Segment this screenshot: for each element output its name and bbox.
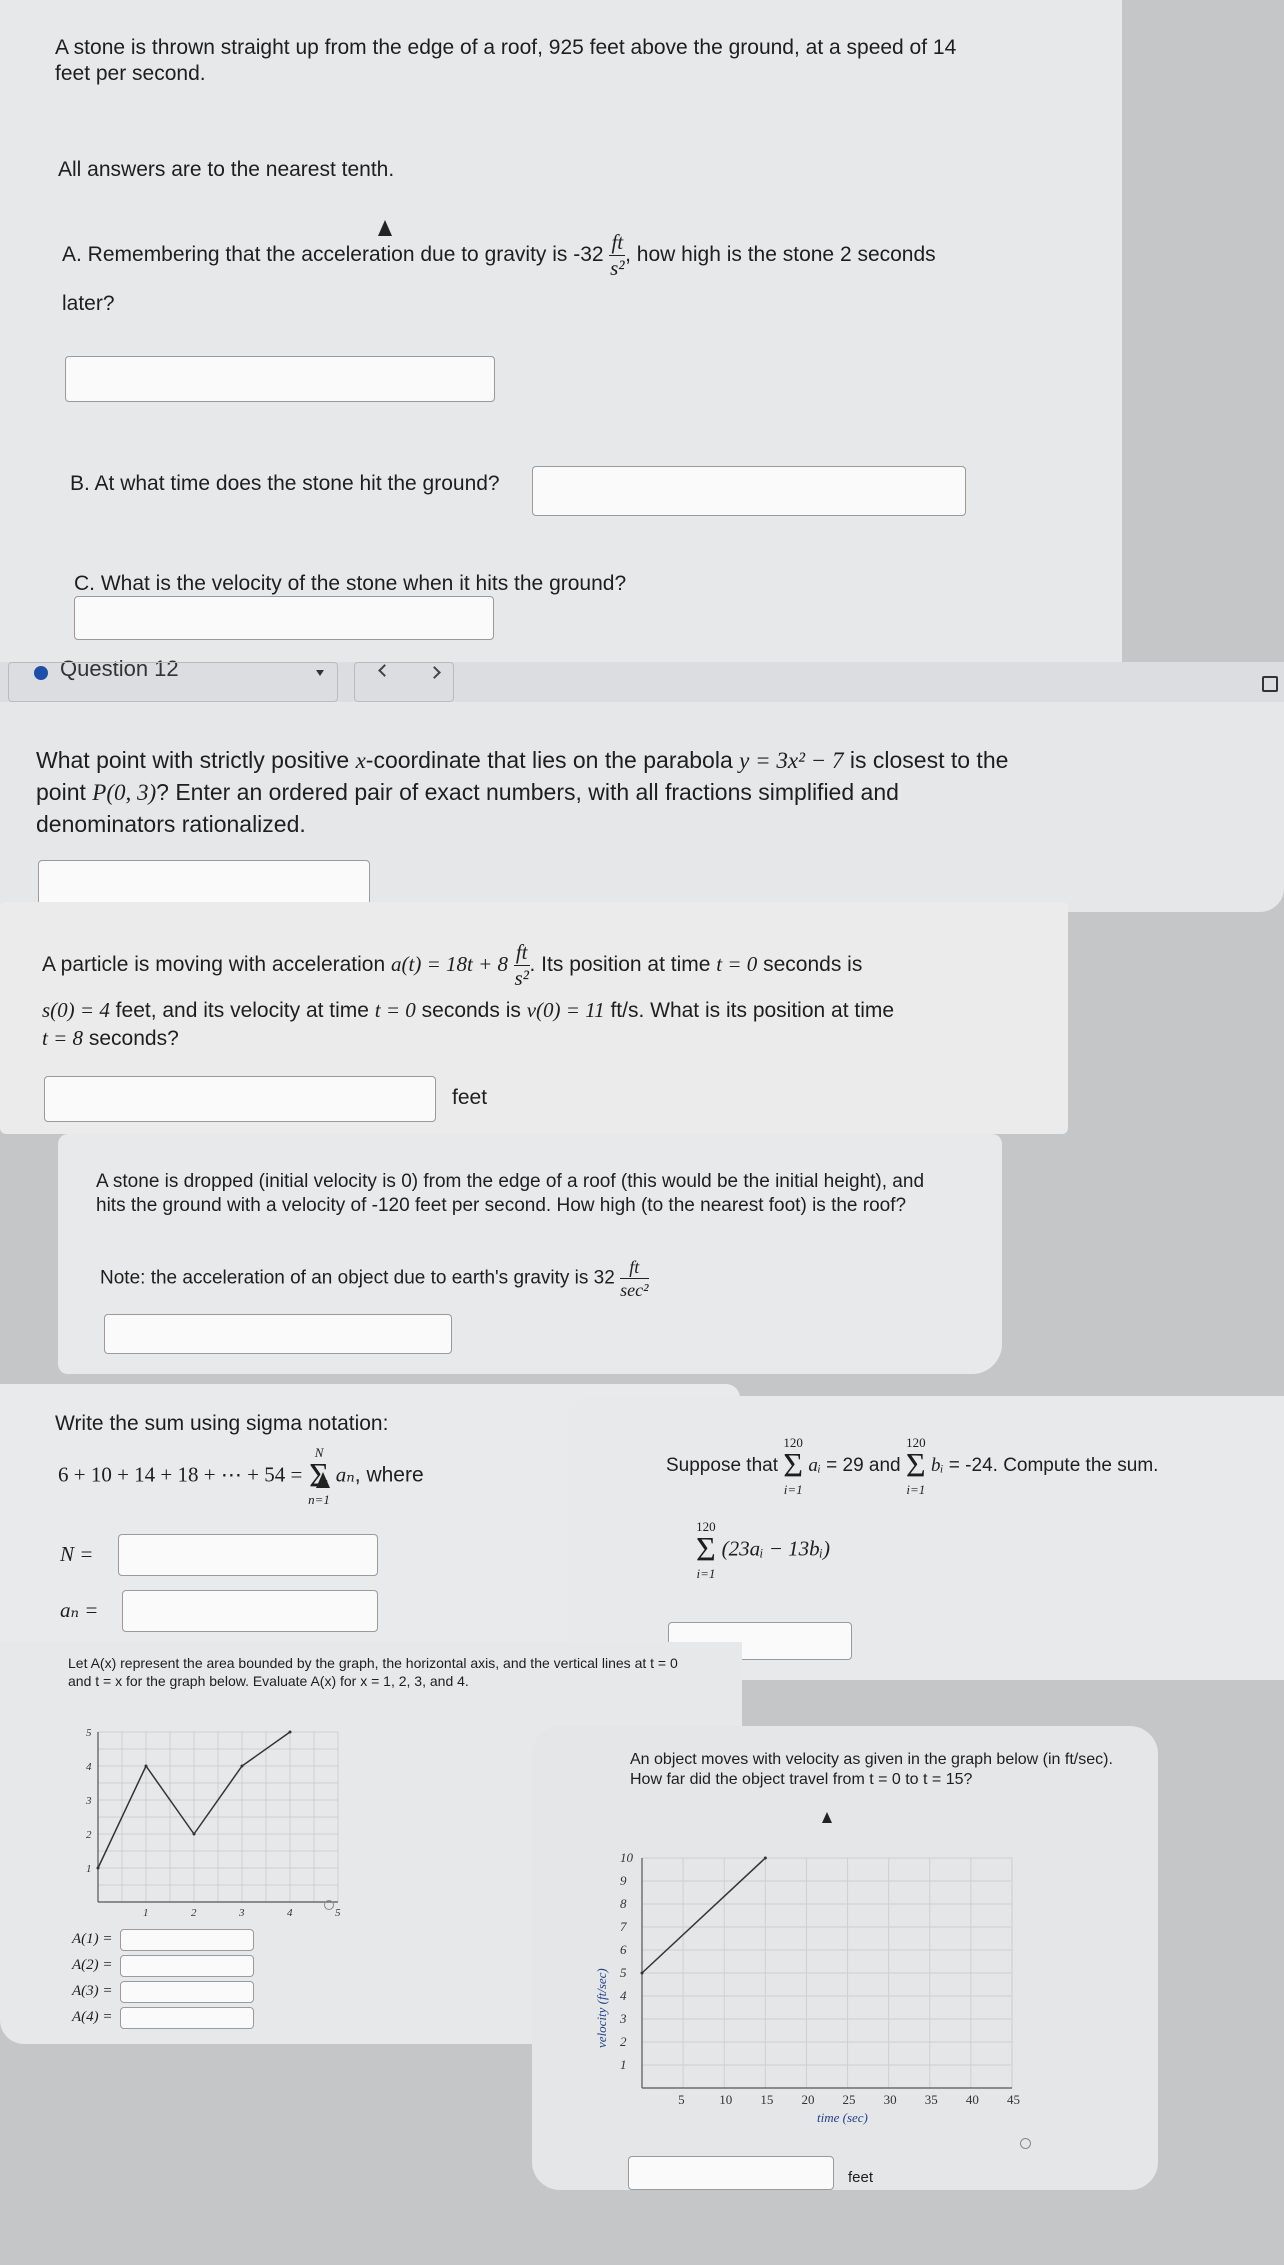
- x-tick-label: 2: [191, 1907, 197, 1919]
- q1-intro-line2: feet per second.: [55, 62, 206, 85]
- q4-note-text: Note: the acceleration of an object due to earth's gravity is 32: [100, 1267, 615, 1289]
- q3-v0-eq: v(0) = 11: [526, 998, 605, 1022]
- q8-line1: An object moves with velocity as given in the graph below (in ft/sec).: [630, 1751, 1113, 1768]
- answer-input-distance[interactable]: [628, 2156, 834, 2190]
- data-point: [145, 1765, 148, 1768]
- q5-series: [58, 1446, 424, 1506]
- q2-line1-pre: What point with strictly positive: [36, 747, 356, 773]
- q2-line1-post: is closest to the: [843, 747, 1009, 773]
- q8-line2: How far did the object travel from t = 0 to t = 15?: [630, 1771, 973, 1788]
- y-tick-label: 4: [86, 1761, 92, 1773]
- answer-input-position[interactable]: [44, 1076, 436, 1122]
- answer-input-roof-height[interactable]: [104, 1314, 452, 1354]
- q5-term: aₙ: [335, 1462, 355, 1487]
- answer-input-c[interactable]: [74, 596, 494, 640]
- chevron-down-icon: [316, 670, 324, 676]
- q1-a-units-num: ft: [611, 230, 624, 254]
- x-tick-label: 35: [924, 2092, 938, 2107]
- data-point: [193, 1833, 196, 1836]
- q6-statement: [666, 1436, 1158, 1496]
- q3-units-num: ft: [515, 940, 528, 964]
- y-tick-label: 5: [86, 1727, 92, 1739]
- q3-l1-pre: A particle is moving with acceleration: [42, 953, 391, 977]
- q4-units-den: sec²: [620, 1280, 649, 1300]
- series-line: [642, 1858, 765, 1973]
- y-tick-label: 6: [620, 1942, 627, 1957]
- y-tick-label: 4: [620, 1988, 627, 2003]
- y-tick-label: 3: [86, 1795, 92, 1807]
- q1-a-text: A. Remembering that the acceleration due to gravity is -32: [62, 243, 604, 267]
- q2-line2-pre: point: [36, 779, 93, 805]
- q5-sigma-top: N: [314, 1445, 324, 1460]
- y-tick-label: 2: [86, 1829, 92, 1841]
- q1-note: All answers are to the nearest tenth.: [58, 158, 395, 181]
- q3-line1: [42, 942, 862, 989]
- answer-input-area[interactable]: [120, 1981, 254, 2003]
- q1-part-b: B. At what time does the stone hit the ground?: [70, 472, 500, 495]
- sigma-icon-b: Σ: [905, 1447, 926, 1484]
- y-tick-label: 3: [620, 2011, 627, 2026]
- q1-intro-line1: A stone is thrown straight up from the edge of a roof, 925 feet above the ground, at a speed of 14: [55, 36, 957, 59]
- q6-sigma-c: [696, 1520, 716, 1580]
- area-label: A(2) =: [72, 1957, 113, 1973]
- question-panel-velocity-graph: [532, 1726, 1158, 2190]
- data-point: [764, 1857, 767, 1860]
- q7-zoom-icon[interactable]: [324, 1900, 334, 1910]
- q3-l1-post2: seconds is: [757, 953, 863, 977]
- q3-t0-eq2: t = 0: [374, 998, 416, 1022]
- q2-line2-post: ? Enter an ordered pair of exact numbers, with all fractions simplified and: [156, 779, 899, 805]
- q6-term-a: aᵢ: [808, 1455, 821, 1477]
- question-nav-label[interactable]: Question 12: [60, 656, 179, 681]
- q3-t8-eq: t = 8: [42, 1026, 84, 1050]
- y-tick-label: 1: [86, 1863, 92, 1875]
- q1-a-units: [609, 232, 625, 279]
- sigma-icon-c: Σ: [696, 1531, 716, 1568]
- velocity-chart: [594, 1822, 1056, 2125]
- y-tick-label: 1: [620, 2057, 627, 2072]
- q3-accel-eq: a(t) = 18t + 8: [391, 952, 508, 977]
- q2-var-x: x: [355, 748, 366, 773]
- q3-units-den: s²: [514, 966, 529, 990]
- q6-sigma-c-top: 120: [696, 1519, 716, 1534]
- q5-an-label: aₙ =: [60, 1598, 99, 1622]
- question-panel-stone-thrown: [0, 0, 1122, 666]
- y-axis-label: velocity (ft/sec): [594, 1968, 609, 2048]
- x-tick-label: 45: [1007, 2092, 1020, 2107]
- sigma-icon-a: Σ: [783, 1447, 804, 1484]
- q6-mid: = 29 and: [820, 1455, 901, 1477]
- y-tick-label: 9: [620, 1873, 627, 1888]
- area-label: A(3) =: [72, 1983, 113, 1999]
- q4-line1: A stone is dropped (initial velocity is 0) from the edge of a roof (this would be the initial height), and: [96, 1171, 925, 1192]
- x-tick-label: 30: [883, 2092, 897, 2107]
- area-label: A(1) =: [72, 1931, 113, 1947]
- q3-l2-mid: feet, and its velocity at time: [109, 999, 375, 1022]
- fullscreen-icon[interactable]: [1262, 676, 1278, 692]
- q3-line3: [42, 1024, 179, 1053]
- answer-input-point[interactable]: [38, 860, 370, 908]
- q5-series-expr: 6 + 10 + 14 + 18 + ⋯ + 54 =: [58, 1462, 303, 1487]
- sigma-icon: Σ: [309, 1457, 329, 1494]
- q2-parabola-eq: y = 3x² − 7: [739, 748, 844, 773]
- q1-part-c: C. What is the velocity of the stone when it hits the ground?: [74, 572, 627, 595]
- x-tick-label: 20: [801, 2092, 815, 2107]
- q6-sigma-c-bottom: i=1: [696, 1566, 716, 1581]
- y-tick-label: 2: [620, 2034, 627, 2049]
- answer-input-a[interactable]: [65, 356, 495, 402]
- q1-part-a: [62, 232, 936, 279]
- x-tick-label: 5: [678, 2092, 685, 2107]
- q5-where: , where: [354, 1463, 424, 1487]
- q6-expr: (23aᵢ − 13bᵢ): [721, 1536, 830, 1561]
- data-point: [241, 1765, 244, 1768]
- q2-line1: [36, 746, 1008, 775]
- q2-point-p: P(0, 3): [92, 780, 157, 805]
- q4-note: [100, 1258, 649, 1299]
- answer-input-area[interactable]: [120, 1955, 254, 1977]
- y-tick-label: 10: [620, 1850, 633, 1865]
- q5-sigma-bottom: n=1: [308, 1492, 330, 1507]
- question-panel-stone-dropped: [58, 1134, 1002, 1374]
- x-tick-label: 40: [965, 2092, 979, 2107]
- q6-expression: [696, 1520, 830, 1580]
- q5-title: Write the sum using sigma notation:: [55, 1412, 389, 1435]
- q6-post: = -24. Compute the sum.: [943, 1455, 1159, 1477]
- question-nav-bar: [0, 656, 1284, 702]
- q2-line1-mid: -coordinate that lies on the parabola: [365, 747, 740, 773]
- prev-question-button[interactable]: [354, 662, 454, 702]
- q5-n-label: N =: [60, 1542, 94, 1566]
- q6-sigma-b-bottom: i=1: [906, 1482, 926, 1497]
- y-tick-label: 5: [620, 1965, 627, 1980]
- area-label: A(4) =: [72, 2009, 113, 2025]
- q3-line2: [42, 996, 894, 1025]
- x-tick-label: 10: [719, 2092, 733, 2107]
- q6-pre: Suppose that: [666, 1455, 778, 1477]
- q1-a-text-later: later?: [62, 292, 115, 315]
- q1-a-text-post: , how high is the stone 2 seconds: [625, 243, 936, 267]
- next-question-button[interactable]: [460, 662, 500, 702]
- q7-line1: Let A(x) represent the area bounded by the graph, the horizontal axis, and the vertical lines at t = 0: [68, 1655, 678, 1671]
- question-panel-particle: [0, 902, 1068, 1134]
- x-tick-label: 4: [287, 1907, 293, 1919]
- question-panel-sum-compute: [568, 1396, 1284, 1680]
- q3-l3-post: seconds?: [83, 1027, 179, 1050]
- q4-units-num: ft: [620, 1258, 648, 1279]
- x-axis-label: time (sec): [817, 2110, 868, 2125]
- answer-input-an[interactable]: [122, 1590, 378, 1632]
- q8-zoom-icon[interactable]: [1020, 2138, 1031, 2149]
- q2-line3: denominators rationalized.: [36, 811, 306, 837]
- answer-input-area[interactable]: [120, 1929, 254, 1951]
- mouse-cursor-icon-2: [316, 1472, 330, 1488]
- q6-sigma-b: [906, 1436, 926, 1496]
- q6-sigma-a-top: 120: [783, 1435, 803, 1450]
- answer-input-N[interactable]: [118, 1534, 378, 1576]
- y-tick-label: 8: [620, 1896, 627, 1911]
- y-tick-label: 7: [620, 1919, 627, 1934]
- answer-input-b[interactable]: [532, 466, 966, 516]
- data-point: [641, 1972, 644, 1975]
- question-select-dropdown[interactable]: [8, 662, 338, 702]
- answer-input-area[interactable]: [120, 2007, 254, 2029]
- q3-t0-eq: t = 0: [716, 952, 758, 977]
- question-panel-parabola: [0, 702, 1284, 912]
- x-tick-label: 5: [335, 1907, 341, 1919]
- q6-term-b: bᵢ: [931, 1455, 944, 1477]
- area-chart: [58, 1712, 358, 1932]
- q3-l1-post: . Its position at time: [529, 953, 717, 977]
- q4-line2: hits the ground with a velocity of -120 feet per second. How high (to the nearest foot) is the roof?: [96, 1195, 907, 1216]
- q4-units: [620, 1258, 648, 1299]
- x-tick-label: 25: [842, 2092, 856, 2107]
- q6-sigma-b-top: 120: [906, 1435, 926, 1450]
- q2-line2: [36, 778, 899, 807]
- q3-l2-mid2: seconds is: [415, 999, 527, 1022]
- x-tick-label: 3: [239, 1907, 245, 1919]
- q8-unit-feet: feet: [848, 2169, 874, 2186]
- q7-line2: and t = x for the graph below. Evaluate A(x) for x = 1, 2, 3, and 4.: [68, 1673, 469, 1689]
- x-tick-label: 1: [143, 1907, 149, 1919]
- q3-l2-post: ft/s. What is its position at time: [604, 999, 895, 1022]
- q3-unit-feet: feet: [452, 1086, 488, 1109]
- data-point: [289, 1731, 292, 1734]
- q6-sigma-a-bottom: i=1: [783, 1482, 803, 1497]
- q1-a-units-den: s²: [610, 256, 625, 280]
- q3-s0-eq: s(0) = 4: [42, 998, 110, 1022]
- x-tick-label: 15: [760, 2092, 774, 2107]
- q3-units: [514, 942, 530, 989]
- q6-sigma-a: [783, 1436, 803, 1496]
- data-point: [97, 1867, 100, 1870]
